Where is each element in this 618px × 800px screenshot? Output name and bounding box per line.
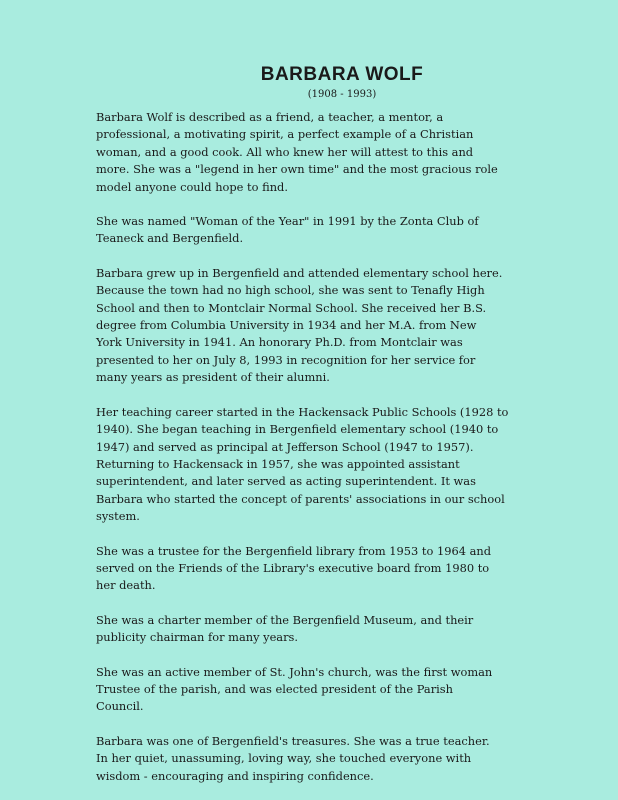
text-line: served on the Friends of the Library's executive board from 1980 to	[96, 560, 490, 575]
text-line: Returning to Hackensack in 1957, she was appointed assistant	[96, 456, 460, 471]
text-line: woman, and a good cook. All who knew her will attest to this and	[96, 144, 474, 159]
page-title: BARBARA WOLF	[260, 64, 424, 85]
paragraph-intro	[96, 109, 566, 196]
text-line: many years as president of their alumni.	[96, 370, 330, 385]
text-line: superintendent, and later served as acting superintendent. It was	[96, 474, 476, 489]
text-line: wisdom - encouraging and inspiring confidence.	[96, 768, 374, 783]
text-line: model anyone could hope to find.	[96, 179, 288, 194]
text-line: Trustee of the parish, and was elected president of the Parish	[96, 681, 453, 696]
text-line: Teaneck and Bergenfield.	[96, 231, 244, 246]
text-line: She was named "Woman of the Year" in 1991 by the Zonta Club of	[96, 214, 479, 229]
paragraph-library	[96, 543, 566, 595]
text-line: Barbara who started the concept of parents' associations in our school	[96, 491, 505, 506]
text-line: system.	[96, 509, 140, 524]
paragraph-education	[96, 265, 566, 387]
life-dates: (1908 - 1993)	[307, 89, 377, 100]
paragraph-closing	[96, 733, 566, 785]
paragraph-award	[96, 213, 566, 248]
text-line: presented to her on July 8, 1993 in recognition for her service for	[96, 352, 476, 367]
text-line: She was a charter member of the Bergenfield Museum, and their	[96, 612, 474, 627]
text-line: Barbara was one of Bergenfield's treasures. She was a true teacher.	[96, 733, 490, 748]
text-line: She was an active member of St. John's church, was the first woman	[96, 664, 493, 679]
text-line: Council.	[96, 699, 144, 714]
text-line: publicity chairman for many years.	[96, 630, 299, 645]
text-line: School and then to Montclair Normal School. She received her B.S.	[96, 300, 487, 315]
text-line: 1940). She began teaching in Bergenfield elementary school (1940 to	[96, 422, 499, 437]
paragraph-career	[96, 404, 566, 526]
text-line: professional, a motivating spirit, a perfect example of a Christian	[96, 127, 474, 142]
text-line: In her quiet, unassuming, loving way, she touched everyone with	[96, 751, 472, 766]
document-page	[96, 64, 566, 785]
paragraph-museum	[96, 612, 566, 647]
text-line: more. She was a "legend in her own time" and the most gracious role	[96, 162, 498, 177]
text-line: York University in 1941. An honorary Ph.D. from Montclair was	[96, 335, 463, 350]
text-line: her death.	[96, 578, 156, 593]
text-line: Barbara Wolf is described as a friend, a teacher, a mentor, a	[96, 110, 444, 124]
text-line: Because the town had no high school, she was sent to Tenafly High	[96, 283, 485, 298]
text-line: She was a trustee for the Bergenfield library from 1953 to 1964 and	[96, 543, 491, 558]
text-line: Barbara grew up in Bergenfield and attended elementary school here.	[96, 265, 503, 280]
text-line: degree from Columbia University in 1934 and her M.A. from New	[96, 318, 477, 333]
paragraph-church	[96, 664, 566, 716]
text-line: 1947) and served as principal at Jefferson School (1947 to 1957).	[96, 439, 474, 454]
text-line: Her teaching career started in the Hackensack Public Schools (1928 to	[96, 404, 509, 419]
